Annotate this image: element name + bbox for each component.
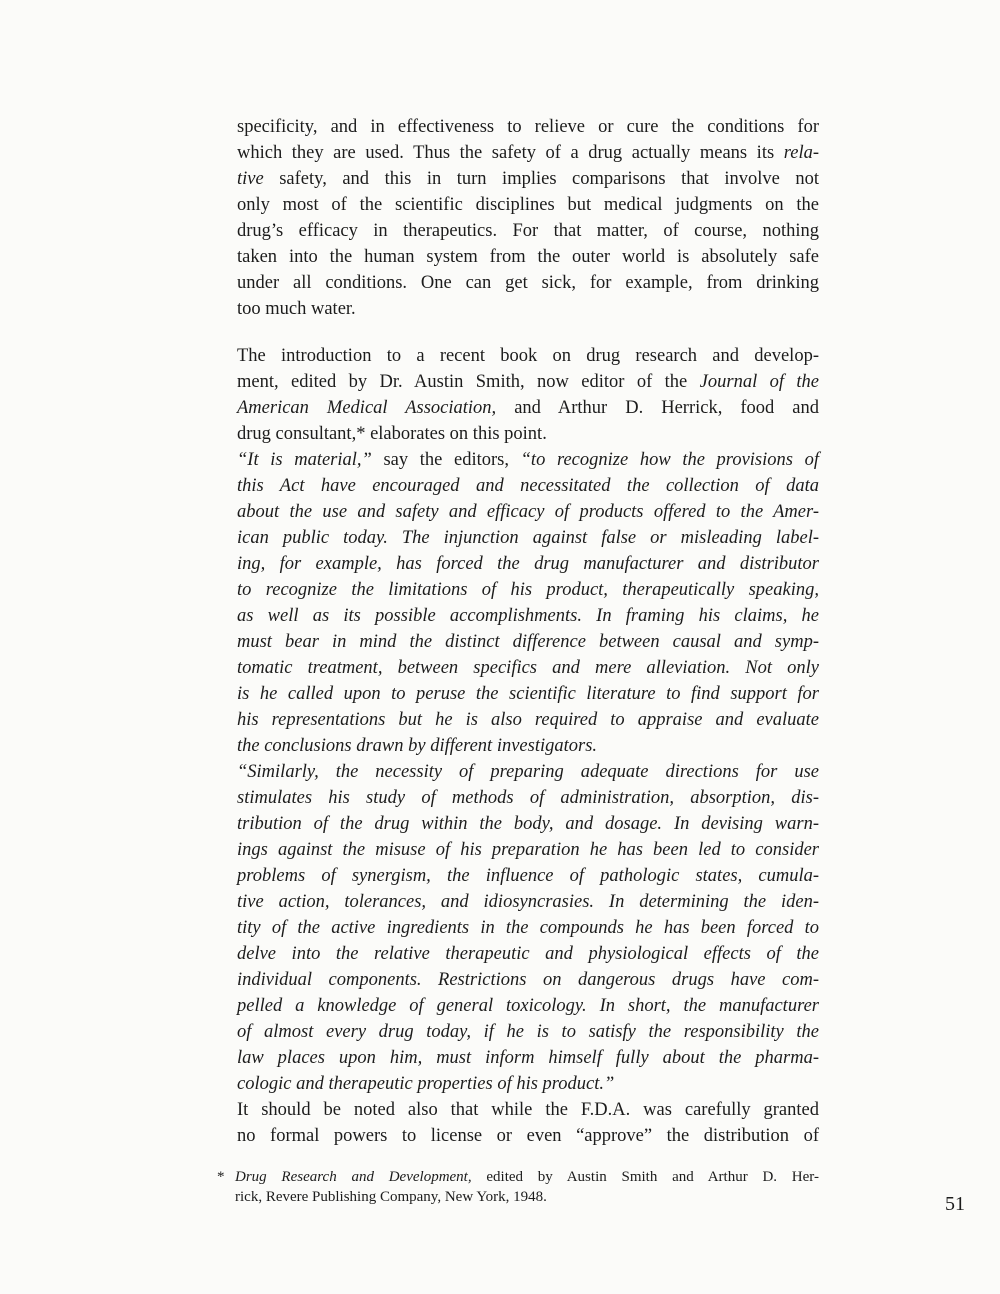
text-line: tive action, tolerances, and idiosyncrasies. In determining the iden- — [237, 892, 819, 912]
footnote-line — [217, 1168, 819, 1188]
text-line — [237, 447, 819, 473]
text-line: law places upon him, must inform himself fully about the pharma- — [237, 1048, 819, 1068]
italic-span: “It is material,” — [237, 450, 372, 470]
page-number: 51 — [945, 1193, 965, 1215]
italic-span: Journal of the — [699, 372, 820, 392]
text-line: It should be noted also that while the F.D.A. was carefully granted — [237, 1100, 819, 1120]
paragraph-book-introduction — [237, 343, 819, 1149]
text-line — [237, 166, 819, 192]
text-line: under all conditions. One can get sick, for example, from drinking — [237, 273, 819, 293]
text-line: his representations but he is also required to appraise and evaluate — [237, 710, 819, 730]
text-line: taken into the human system from the outer world is absolutely safe — [237, 247, 819, 267]
text-line: too much water. — [237, 299, 356, 319]
text-span: say the editors, — [371, 450, 521, 470]
text-span: which they are used. Thus the safety of a drug actually means its — [237, 143, 784, 163]
text-line: tribution of the drug within the body, and dosage. In devising warn- — [237, 814, 819, 834]
text-line: tomatic treatment, between specifics and mere alleviation. Not only — [237, 658, 819, 678]
footnote — [217, 1168, 819, 1207]
text-line: to recognize the limitations of his product, therapeutically speaking, — [237, 580, 819, 600]
text-line: drug’s efficacy in therapeutics. For that matter, of course, nothing — [237, 221, 819, 241]
text-span: safety, and this in turn implies comparisons that involve not — [263, 169, 819, 189]
italic-span: “to recognize how the provisions of — [520, 450, 819, 470]
text-line: “Similarly, the necessity of preparing adequate directions for use — [237, 762, 819, 782]
italic-span: rela- — [783, 143, 819, 163]
text-line: ing, for example, has forced the drug manufacturer and distributor — [237, 554, 819, 574]
text-span: edited by Austin Smith and Arthur D. Her- — [471, 1169, 819, 1185]
text-span: and Arthur D. Herrick, food and — [496, 398, 819, 418]
text-line — [237, 140, 819, 166]
text-line: tity of the active ingredients in the compounds he has been forced to — [237, 918, 819, 938]
text-line: stimulates his study of methods of administration, absorption, dis- — [237, 788, 819, 808]
text-line — [237, 395, 819, 421]
text-line: specificity, and in effectiveness to relieve or cure the conditions for — [237, 117, 819, 137]
text-line: individual components. Restrictions on dangerous drugs have com- — [237, 970, 819, 990]
text-line: of almost every drug today, if he is to satisfy the responsibility the — [237, 1022, 819, 1042]
text-line: must bear in mind the distinct difference between causal and symp- — [237, 632, 819, 652]
footnote-title: Drug Research and Development, — [235, 1169, 472, 1185]
text-line: pelled a knowledge of general toxicology. In short, the manufacturer — [237, 996, 819, 1016]
footnote-line: rick, Revere Publishing Company, New York, 1948. — [235, 1188, 547, 1205]
text-line: drug consultant,* elaborates on this point. — [237, 424, 547, 444]
text-line: delve into the relative therapeutic and physiological effects of the — [237, 944, 819, 964]
text-line: cologic and therapeutic properties of his product.” — [237, 1074, 615, 1094]
italic-span: American Medical Association, — [237, 398, 497, 418]
text-line: only most of the scientific disciplines but medical judgments on the — [237, 195, 819, 215]
text-line: no formal powers to license or even “approve” the distribution of — [237, 1126, 819, 1146]
footnote-marker: * — [217, 1169, 225, 1185]
text-line: is he called upon to peruse the scientific literature to find support for — [237, 684, 819, 704]
text-line: problems of synergism, the influence of pathologic states, cumula- — [237, 866, 819, 886]
text-line: the conclusions drawn by different investigators. — [237, 736, 598, 756]
text-line: The introduction to a recent book on drug research and develop- — [237, 346, 819, 366]
italic-span: tive — [237, 169, 264, 189]
text-line: ings against the misuse of his preparation he has been led to consider — [237, 840, 819, 860]
text-line: as well as its possible accomplishments. In framing his claims, he — [237, 606, 819, 626]
text-line — [237, 369, 819, 395]
text-line: about the use and safety and efficacy of products offered to the Amer- — [237, 502, 819, 522]
text-span: ment, edited by Dr. Austin Smith, now editor of the — [237, 372, 700, 392]
text-line: ican public today. The injunction against false or misleading label- — [237, 528, 819, 548]
paragraph-relative-safety — [237, 114, 819, 322]
text-line: this Act have encouraged and necessitated the collection of data — [237, 476, 819, 496]
